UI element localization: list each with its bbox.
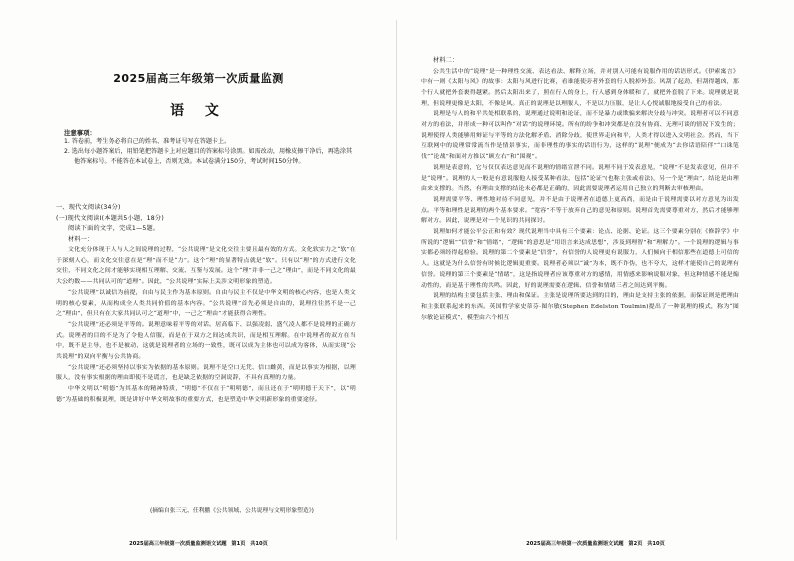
paragraph: “公共说理”还必须坚持以事实为依据的基本原则。说理不是空口无凭、信口雌黄，而是以事实为根据，以理服人，没有事实根据的理由即使不是谎言，也是缺乏依据的空洞说辞，不具有真理的力量。 (56, 364, 356, 382)
notice-title: 注意事项： (64, 129, 96, 137)
exam-title: 2025届高三年级第一次质量监测 (113, 72, 284, 85)
notice-item: 2. 选出每小题答案后，用铅笔把答题卡上对应题目的答案标号涂黑。如需改动，用橡皮擦干净后，再选涂其他答案标号。不能答在本试卷上，否则无效。本试卷满分150分，考试时间150分钟。 (64, 148, 353, 166)
right-body (421, 56, 739, 323)
material-label: 材料二： (433, 57, 459, 64)
subsection-heading: (一)现代文阅读Ⅰ(本题共5小题，18分) (56, 214, 164, 222)
left-body (56, 203, 356, 406)
notice-block (64, 128, 354, 168)
notice-item: 1. 答卷前，考生务必将自己的姓名、准考证号写在答题卡上。 (64, 138, 231, 145)
paragraph: 公共生活中的“说理”是一种理性交流、表达看法、解释立场，并对别人可能有说服作用的话语形式。《伊索寓言》中有一则《太阳与风》的故事：太阳与风进行比赛，看谁能使旁者外套的行人脱掉外套。风刮了起劲，但刮得越凶，那个行人就把外套裹得越紧。然后太阳出来了，照在行人的身上，行人感到身体暖和了，就把外套脱了下来。说理就是说理，但说理更像是太阳，不像是风。真正的说理是以理服人，不是以力压服，是让人心悦诚服地接受自己的看法。 (421, 68, 739, 107)
paragraph: 说理如何才能公平公正和有效？现代说理当中具有三个要素：论点、论据、论证。这三个要素分别在《修辞学》中所说的“逻辑”“信誉”和“情绪”，“逻辑”的意思是“用语言来达成思想”，涉及到理智”和“理解力”。一个说理的逻辑与事实都必须经得起检验。说理的第二个要素是“信誉”，有信誉的人说理更有说服力，人们倾向于相信那些在道德上可信的人。这就是为什么信誉有时候比逻辑更重要。说理者必须以“诚”为本，既不诈伪，也不夸大，这样才能使自己的说理有信誉。说理的第三个要素是“情绪”，这是指说理者应该尊重对方的感情，用情感来影响说服对象，但这种情感不能是煽动性的，而是基于理性的共鸣。因此，好的说理需要在逻辑、信誉和情绪三者之间达到平衡。 (421, 229, 739, 289)
paragraph: 说理是与人的和平共处相联系的，说理通过说明和论证，而不是暴力或欺骗来解决分歧与冲突。说理者可以不同意对方的看法，并形成一种可以叫作“对话”的说理环境。所有的纷争和冲突都是在没有协商、无理可谈的情况下发生的；说理使得人类能够用辩证与平等的方法化解矛盾、消除分歧，使世界走向和平，人类才得以进入文明社会。然而，当下互联网中的说理常常流当作是情景事实，而非理性的事实的话语行为，这样的“说理”便成为“去你话语陪伴”“口诛笔伐”“论战”和面对方推以“顾左右”和“围观”。 (421, 111, 739, 161)
reading-instruction: 阅读下面的文字，完成1—5题。 (68, 225, 160, 232)
material-label: 材料一： (68, 235, 94, 243)
right-page (397, 0, 794, 561)
paragraph: 文化充分体现于人与人之间说理的过程，“公共说理”是文化交往主要且最有效的方式。文化软实力之“软”在于深刻人心，而文化交往意在是“理”而不是“力”。这个“理”的显著特点就是“软”。只有以“理”的方式进行文化交往，不同文化之间才能够实现相互理解、交流、互鉴与发展。这个“理”并非一己之“理由”，而是不同文化的最大公约数——共同认可的“道理”。因此，“公共说理”实际上关涉文明形象的塑造。 (56, 247, 356, 286)
paragraph: 中华文明以“明德”为其基本的精神特质，“明德”不仅在于“明明德”，而且还在于“明明德于天下”，以“明德”为基础的积极说理，既是讲好中华文明故事的重要方式，也是塑造中华文明新形象的重要途径。 (56, 386, 356, 403)
paragraph: “公共说理”还必须是平等的。说理意味着平等的对话。居高临下、以强凌弱、盛气凌人都不是说理的正确方式。说理者的目的不是为了令他人信服，而是在于双方之间达成共识，而是相互理解。在中说理者的双方在当中，既不是主导，也不是被动，这就是说理者的立场的一致性，既可以成为主体也可以成为客体，从而实现“公共说理”的双向平衡与公共协商。 (56, 321, 356, 361)
paragraph: “公共说理”以诚信为前提，自由与民主作为基本原则。自由与民主不仅是中华文明的核心内容，也是人类文明的核心要素，从而构成全人类共同价值的基本内容。“公共说理”首先必须是自由的，说理往往然不是一己之“理由”，但只有在大家共同认可之“道理”中，一己之“理由”才能获得合理性。 (56, 289, 356, 318)
page-footer: 2025届高三年级第一次质量监测语文试题 第2页 共10页 (526, 541, 665, 547)
page-footer: 2025届高三年级第一次质量监测语文试题 第1页 共10页 (129, 541, 268, 547)
paragraph: 说理需要平等、理性地对待不同意见，并不是由于说理者在道德上更高尚，而是由于说理需要以对方意见为出发点。平等和理性是说理的两个基本要求。“宽容”不等于放弃自己的意见和原则。说理首先需要尊重对方，然后才能够理解对方。因此，说理是对一个见识的共同探讨。 (421, 196, 739, 225)
paragraph: 说理是表意的，它与仅仅表达意见而不说理的情绪宣泄不同。说理不同于发表意见，“说理”不是发表意见，但并不是“说理”。说理的人一般是有意说服他人接受某种看法，包括“论证”(也称主张或看法)，另一个是“理由”，结论是由理由来支撑的。当然，有理由支撑的结论未必都是正确的，因此需要说理者运用自己独立的判断去审核理由。 (421, 164, 739, 193)
paragraph: 说理的结构主要包括主张、理由和保证。主张是说理所要达到的目的，理由是支持主张的依据，而保证则是把理由和主张联系起来的东西。英国哲学家史蒂芬·图尔敏(Stephen Edelston Toulmin)提出了一种说理的模式，称为“图尔敏论证模式”，模型由六个相互 (421, 293, 739, 321)
subject-title: 语 文 (170, 103, 227, 119)
section-heading: 一、现代文阅读(34分) (56, 204, 121, 211)
source-citation: (摘编自张三元、任利鹏《公共领域、公共说理与文明形象塑造》) (150, 508, 314, 514)
